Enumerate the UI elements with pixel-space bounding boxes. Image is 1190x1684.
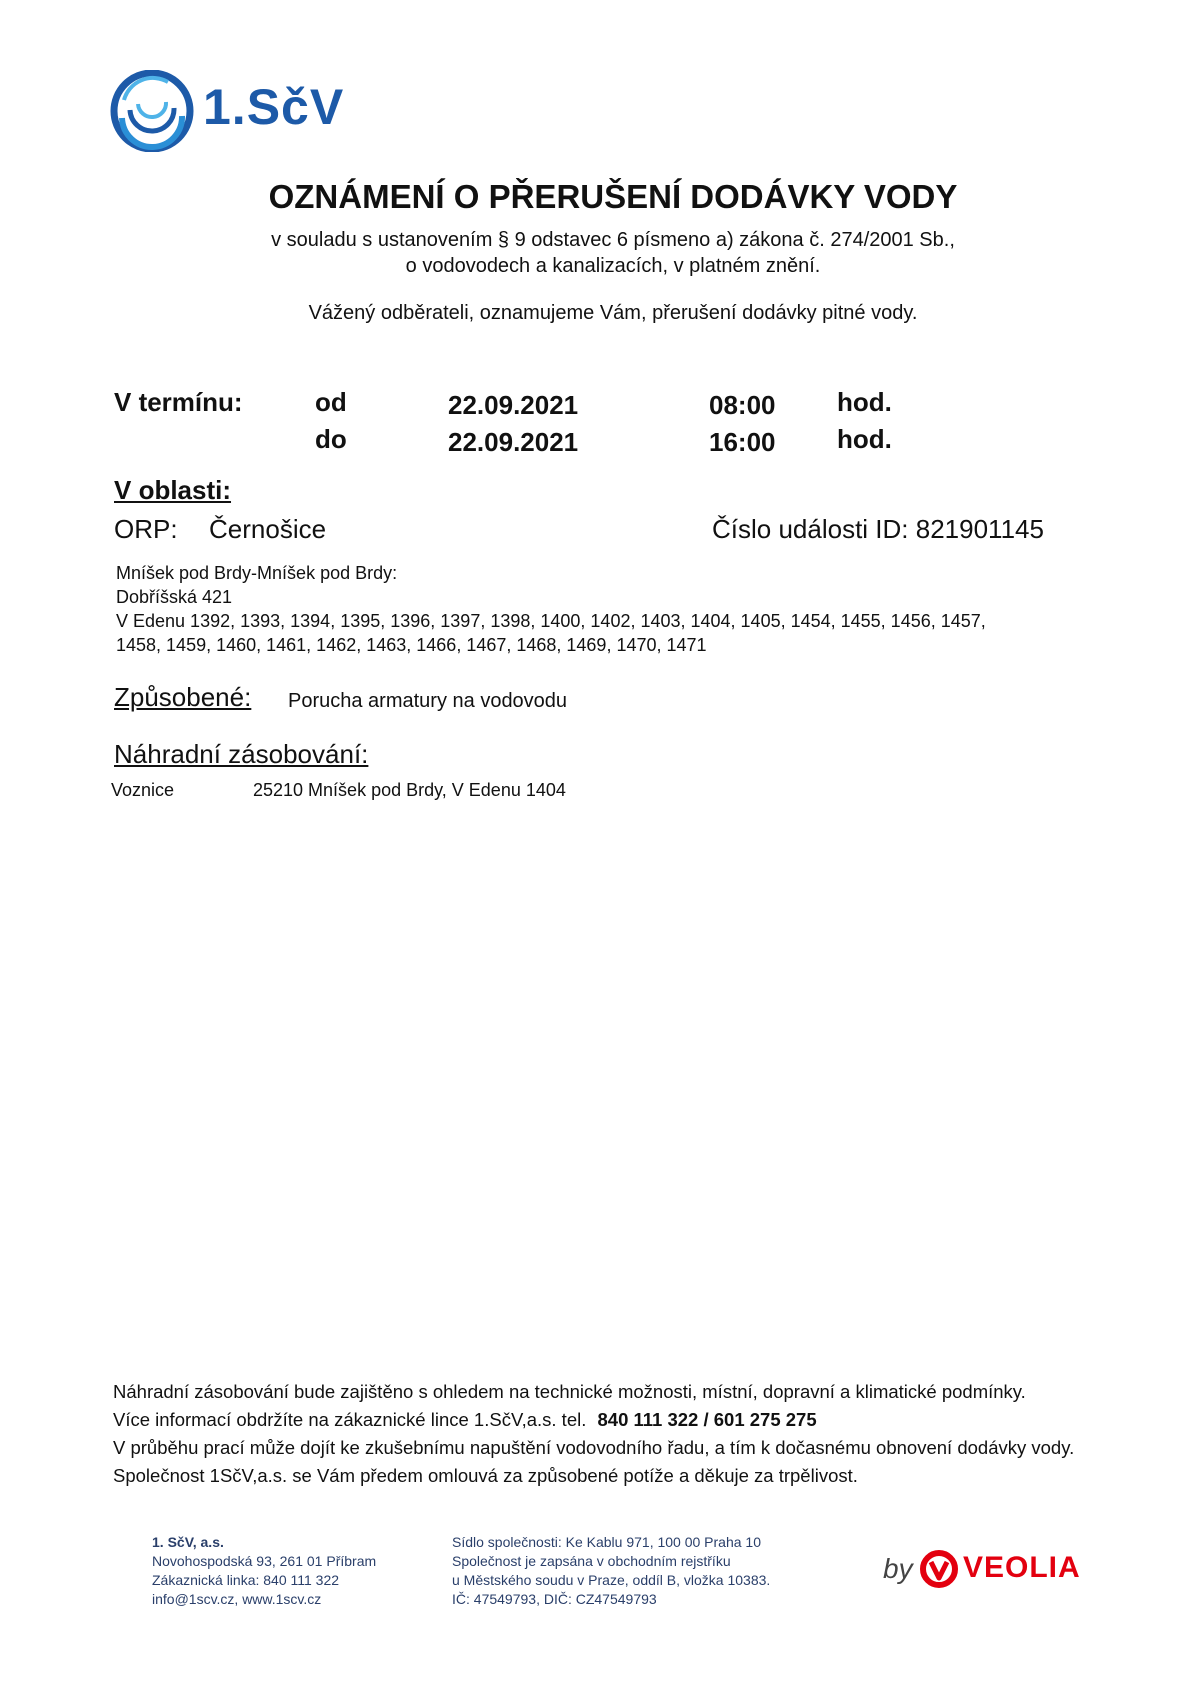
footer-seat: Sídlo společnosti: Ke Kablu 971, 100 00 Praha 10 [452,1534,761,1550]
footer-hotline: Zákaznická linka: 840 111 322 [152,1572,340,1588]
hotline-phone: 840 111 322 / 601 275 275 [597,1409,817,1430]
veolia-logo-text: VEOLIA [963,1551,1081,1584]
footer-contacts: info@1scv.cz, www.1scv.cz [152,1591,322,1607]
footer-address: Novohospodská 93, 261 01 Příbram [152,1553,377,1569]
note-hotline [113,1409,817,1431]
area-heading: V oblasti: [114,475,232,505]
note-supply-conditions: Náhradní zásobování bude zajištěno s ohledem na technické možnosti, místní, dopravní a klimatické podmínky. [113,1381,1026,1402]
term-from-unit: hod. [837,387,892,417]
footer-company-info [152,1533,376,1609]
note-test-filling: V průběhu prací může dojít ke zkušebnímu napuštění vodovodního řadu, a tím k dočasnému obnovení dodávky vody. [113,1437,1075,1458]
footer-registry-info [452,1533,770,1609]
footer-register2: u Městského soudu v Praze, oddíl B, vložka 10383. [452,1572,771,1588]
logo-text: 1.SčV [203,79,345,135]
footer-ids: IČ: 47549793, DIČ: CZ47549793 [452,1591,657,1607]
term-to-time: 16:00 [709,427,776,457]
orp-value: Černošice [209,514,327,544]
replacement-address: 25210 Mníšek pod Brdy, V Edenu 1404 [253,780,566,800]
replacement-label: Náhradní zásobování: [114,739,369,769]
term-to-unit: hod. [837,424,892,454]
term-from-time: 08:00 [709,390,776,420]
event-id: Číslo události ID: 821901145 [712,514,1044,544]
note-apology: Společnost 1SčV,a.s. se Vám předem omlouvá za způsobené potíže a děkuje za trpělivost. [113,1465,858,1486]
water-swirl-icon [108,70,196,152]
term-to-word: do [315,424,347,454]
note-hotline-text: Více informací obdržíte na zákaznické lince 1.SčV,a.s. tel. [113,1409,587,1430]
legal-reference: v souladu s ustanovením § 9 odstavec 6 písmeno a) zákona č. 274/2001 Sb., [271,229,955,251]
cause-label: Způsobené: [114,682,252,712]
greeting: Vážený odběrateli, oznamujeme Vám, přerušení dodávky pitné vody. [308,302,918,324]
locality: Mníšek pod Brdy-Mníšek pod Brdy: [116,563,398,583]
cause-value: Porucha armatury na vodovodu [288,690,568,712]
replacement-type: Voznice [111,780,175,800]
term-from-word: od [315,387,347,417]
footer-register1: Společnost je zapsána v obchodním rejstříku [452,1553,731,1569]
term-from-date: 22.09.2021 [448,390,579,420]
footer-company: 1. SčV, a.s. [152,1534,224,1550]
legal-reference-cont: o vodovodech a kanalizacích, v platném znění. [405,255,821,277]
partner-by: by [883,1553,913,1584]
veolia-logo-icon [919,1548,959,1592]
term-label: V termínu: [114,387,243,417]
street-v-edenu: V Edenu 1392, 1393, 1394, 1395, 1396, 1397, 1398, 1400, 1402, 1403, 1404, 1405, 1454, 1455, 1456, 1457, [116,611,986,631]
street-dobrisska: Dobříšská 421 [116,587,233,607]
orp-label: ORP: [114,514,178,544]
term-to-date: 22.09.2021 [448,427,579,457]
page-title: OZNÁMENÍ O PŘERUŠENÍ DODÁVKY VODY [268,178,958,215]
street-v-edenu-cont: 1458, 1459, 1460, 1461, 1462, 1463, 1466, 1467, 1468, 1469, 1470, 1471 [116,635,707,655]
